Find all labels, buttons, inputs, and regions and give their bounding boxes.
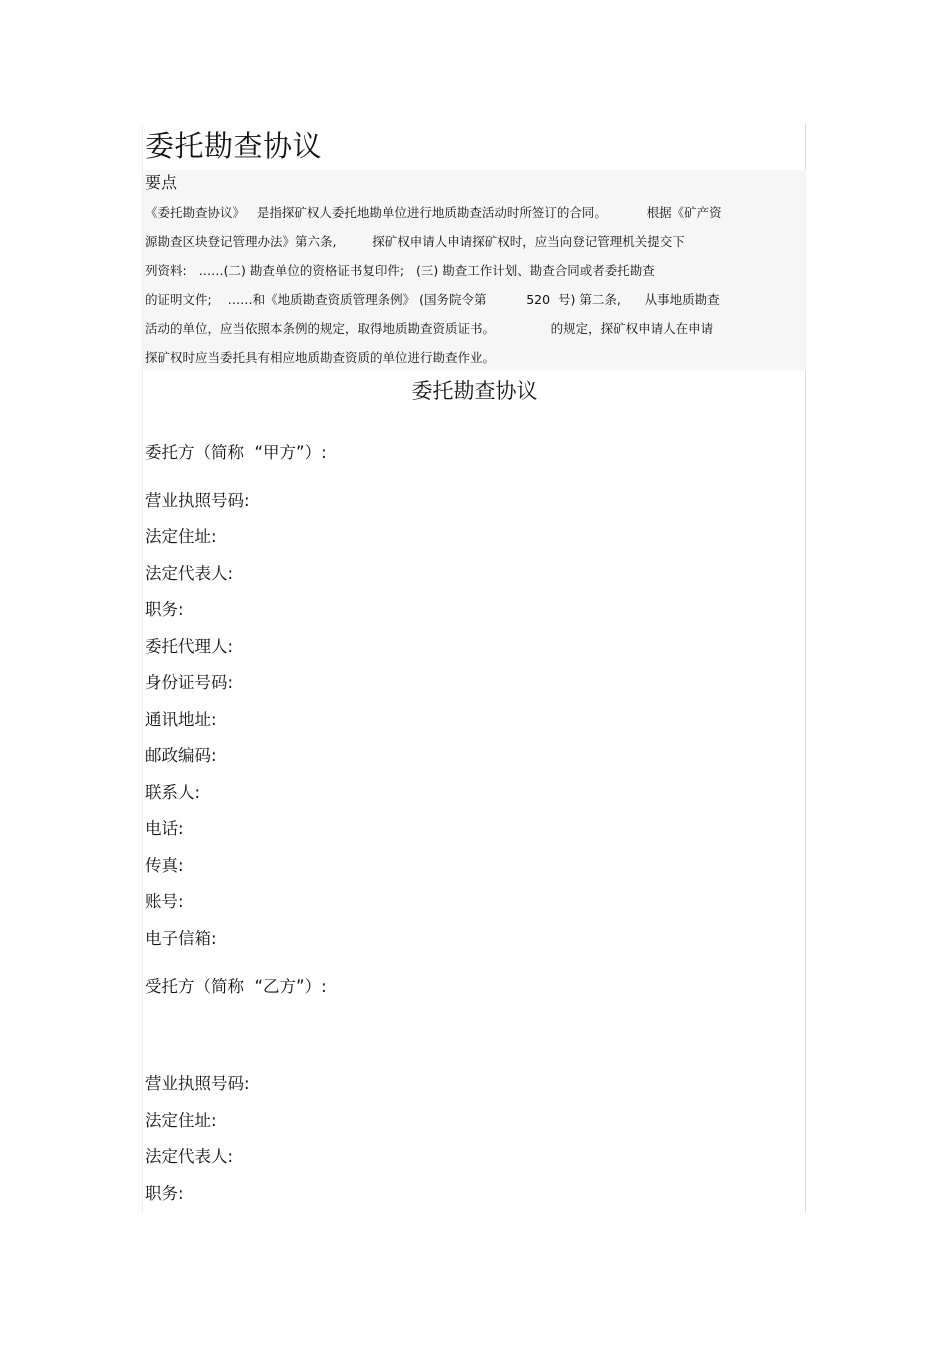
summary-body [145, 198, 801, 372]
party-a-id-number: 身份证号码: [145, 673, 234, 692]
party-a-legal-address: 法定住址: [145, 527, 217, 546]
summary-line: 的证明文件; ……和《地质勘查资质管理条例》 (国务院令第 520 号) 第二条, 从事地质勘查 [145, 292, 720, 307]
party-a-legal-representative: 法定代表人: [145, 564, 234, 583]
party-a-contact-person: 联系人: [145, 783, 201, 802]
party-a-mailing-address: 通讯地址: [145, 710, 217, 729]
party-a-postal-code: 邮政编码: [145, 746, 217, 765]
document-page [142, 124, 806, 1213]
party-a-account-number: 账号: [145, 892, 184, 911]
party-a-email: 电子信箱: [145, 929, 217, 948]
party-b-heading: 受托方（简称 “乙方”）: [145, 977, 327, 996]
summary-heading: 要点 [145, 173, 178, 192]
agreement-title: 委托勘查协议 [411, 379, 538, 403]
party-a-authorized-agent: 委托代理人: [145, 637, 234, 656]
summary-line: 活动的单位，应当依照本条例的规定，取得地质勘查资质证书。 的规定，探矿权申请人在申请 [145, 321, 714, 336]
summary-line: 探矿权时应当委托具有相应地质勘查资质的单位进行勘查作业。 [145, 350, 496, 365]
party-a-fax: 传真: [145, 856, 184, 875]
document-title: 委托勘查协议 [145, 129, 323, 163]
party-a-business-license: 营业执照号码: [145, 491, 250, 510]
party-a-position: 职务: [145, 600, 184, 619]
party-b-position: 职务: [145, 1184, 184, 1203]
summary-line: 源勘查区块登记管理办法》第六条, 探矿权申请人申请探矿权时，应当向登记管理机关提交下 [145, 234, 685, 249]
party-b-legal-representative: 法定代表人: [145, 1147, 234, 1166]
party-b-business-license: 营业执照号码: [145, 1074, 250, 1093]
party-a-heading: 委托方（简称 “甲方”）: [145, 443, 327, 462]
summary-line: 《委托勘查协议》 是指探矿权人委托地勘单位进行地质勘查活动时所签订的合同。 根据《矿产资 [145, 205, 722, 220]
summary-line: 列资料: ……(二) 勘查单位的资格证书复印件; (三) 勘查工作计划、勘查合同或者委托勘查 [145, 263, 655, 278]
summary-box [143, 170, 806, 370]
party-a-phone: 电话: [145, 819, 184, 838]
party-b-legal-address: 法定住址: [145, 1111, 217, 1130]
